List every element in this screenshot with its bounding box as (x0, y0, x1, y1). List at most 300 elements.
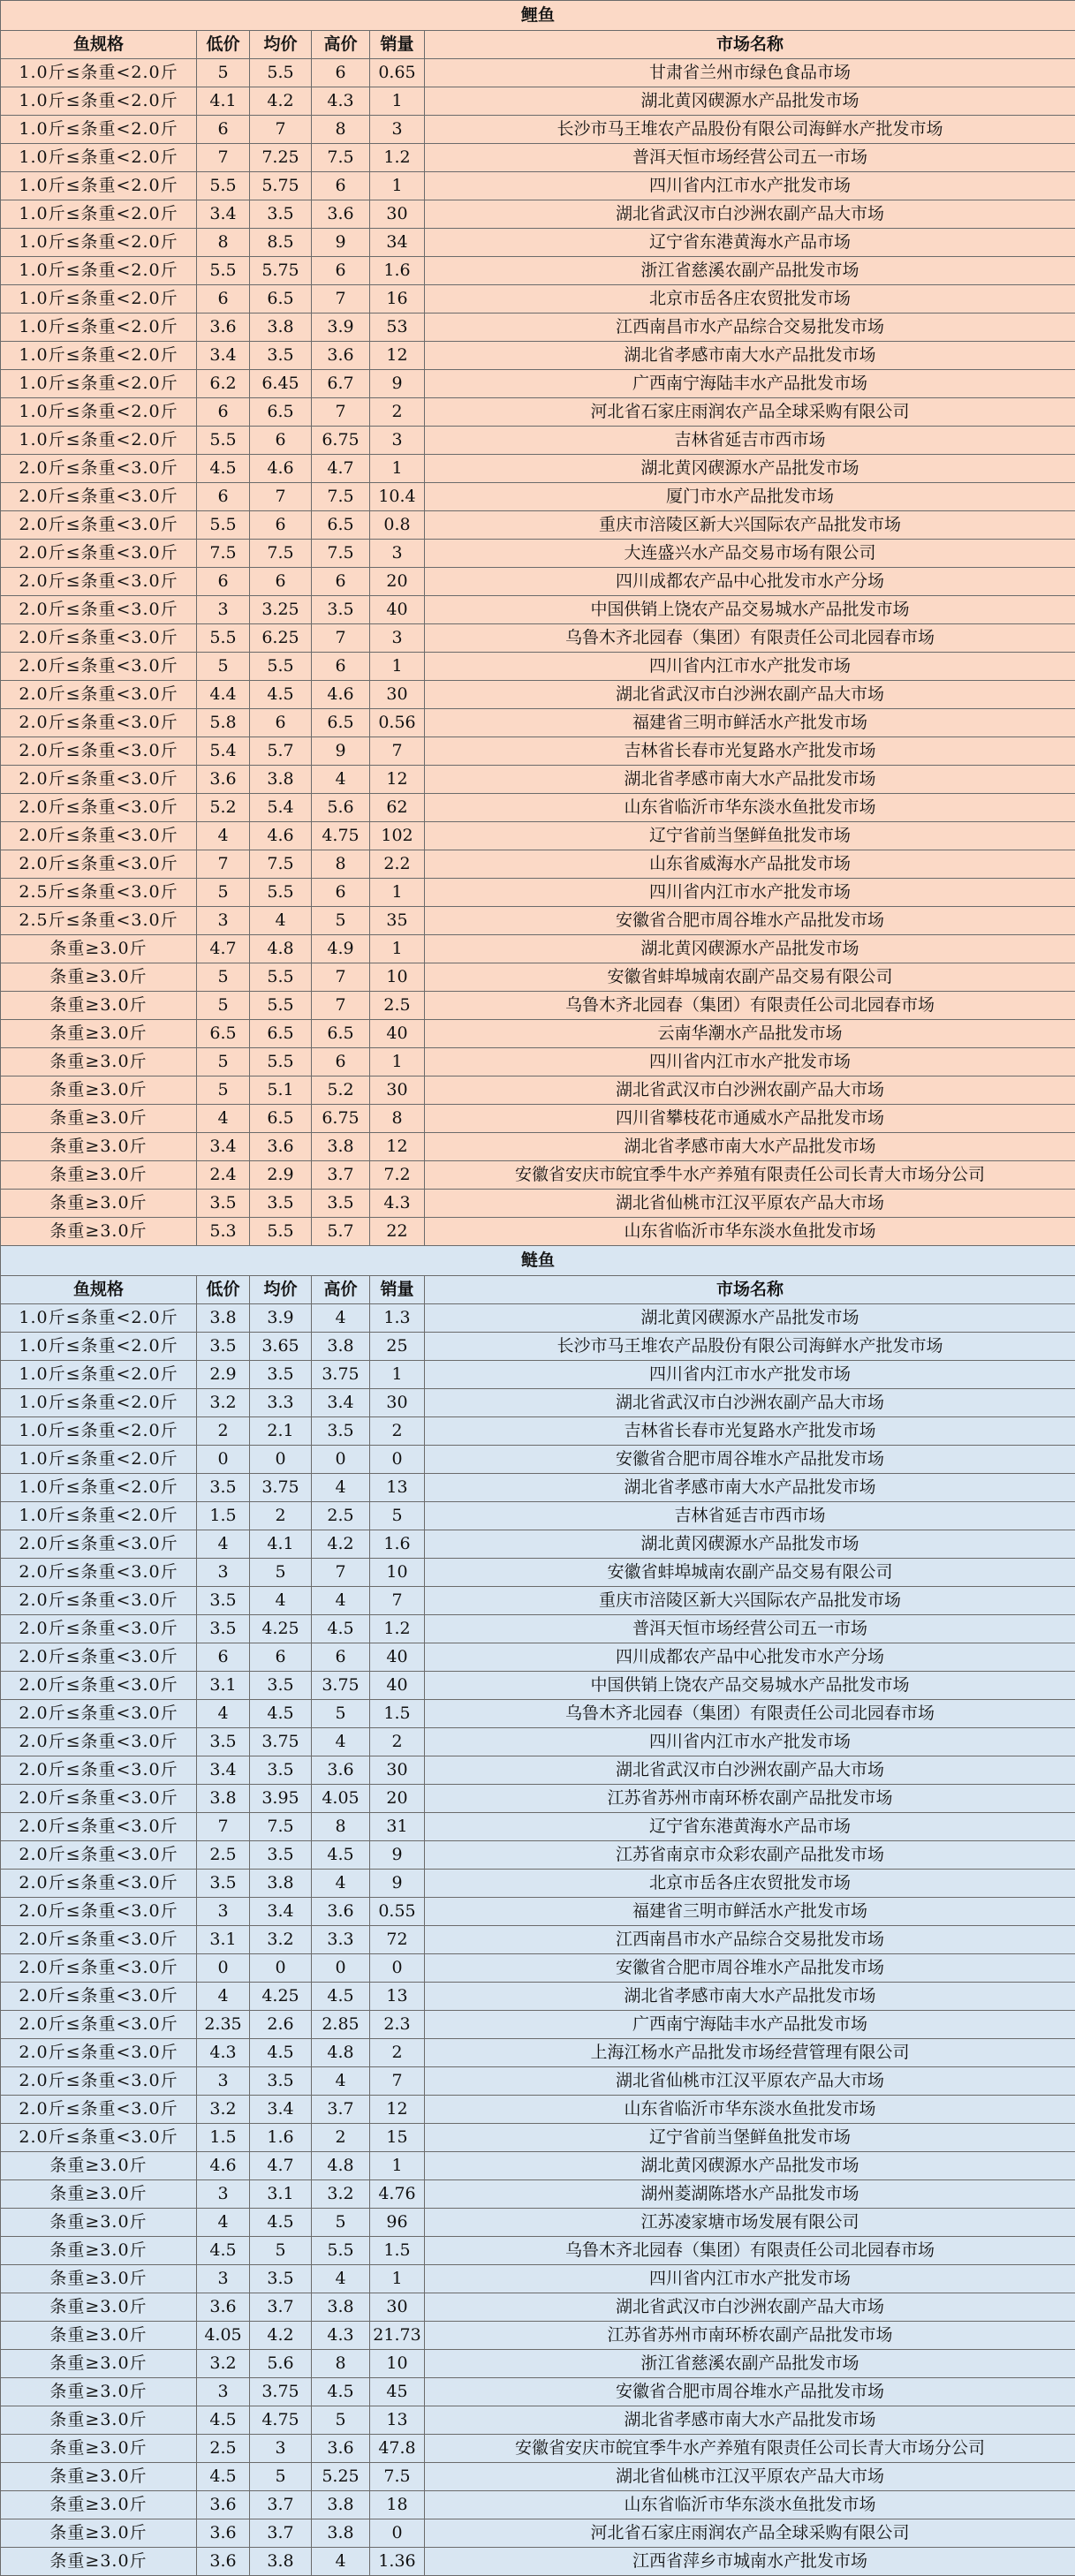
cell-high: 5.5 (312, 2237, 370, 2265)
cell-spec: 2.0斤≤条重<3.0斤 (1, 822, 197, 850)
cell-high: 4.05 (312, 1785, 370, 1813)
cell-volume: 12 (370, 766, 425, 794)
cell-avg: 3.2 (250, 1926, 312, 1954)
cell-spec: 条重≥3.0斤 (1, 2435, 197, 2463)
table-row (1, 483, 1075, 511)
cell-spec: 2.0斤≤条重<3.0斤 (1, 1926, 197, 1954)
cell-market: 湖北省孝感市南大水产品批发市场 (425, 1474, 1075, 1502)
cell-avg: 0 (250, 1446, 312, 1474)
cell-avg: 5.5 (250, 653, 312, 681)
cell-market: 四川省内江市水产批发市场 (425, 172, 1075, 200)
table-row (1, 2124, 1075, 2152)
cell-low: 3.6 (197, 2491, 250, 2519)
cell-spec: 2.0斤≤条重<3.0斤 (1, 455, 197, 483)
cell-market: 四川省内江市水产批发市场 (425, 879, 1075, 907)
cell-high: 5 (312, 1700, 370, 1728)
cell-high: 4.3 (312, 2322, 370, 2350)
cell-low: 2 (197, 1417, 250, 1446)
cell-market: 湖北省孝感市南大水产品批发市场 (425, 2406, 1075, 2435)
cell-volume: 2 (370, 2039, 425, 2067)
cell-market: 吉林省长春市光复路水产批发市场 (425, 1417, 1075, 1446)
cell-volume: 62 (370, 794, 425, 822)
section-title-row (1, 1246, 1075, 1276)
cell-low: 4.5 (197, 2463, 250, 2491)
cell-spec: 2.0斤≤条重<3.0斤 (1, 1728, 197, 1756)
section-title-carp: 鲤鱼 (1, 1, 1075, 31)
cell-avg: 7.25 (250, 144, 312, 172)
cell-market: 湖北省孝感市南大水产品批发市场 (425, 1983, 1075, 2011)
cell-volume: 30 (370, 681, 425, 709)
cell-high: 3.2 (312, 2180, 370, 2209)
cell-spec: 1.0斤≤条重<2.0斤 (1, 1361, 197, 1389)
cell-avg: 6 (250, 568, 312, 596)
cell-market: 湖北省仙桃市江汉平原农产品大市场 (425, 1190, 1075, 1218)
cell-avg: 4.75 (250, 2406, 312, 2435)
cell-market: 安徽省合肥市周谷堆水产品批发市场 (425, 1954, 1075, 1983)
cell-high: 4 (312, 2265, 370, 2293)
cell-market: 湖北省武汉市白沙洲农副产品大市场 (425, 200, 1075, 229)
cell-volume: 16 (370, 285, 425, 314)
table-row (1, 1559, 1075, 1587)
cell-avg: 4.8 (250, 935, 312, 963)
cell-spec: 2.0斤≤条重<3.0斤 (1, 1672, 197, 1700)
cell-market: 广西南宁海陆丰水产品批发市场 (425, 2011, 1075, 2039)
cell-high: 9 (312, 229, 370, 257)
cell-volume: 0.65 (370, 59, 425, 87)
cell-high: 7.5 (312, 144, 370, 172)
cell-low: 8 (197, 229, 250, 257)
cell-volume: 1.2 (370, 144, 425, 172)
cell-market: 湖北黄冈碶源水产品批发市场 (425, 2152, 1075, 2180)
cell-low: 3.8 (197, 1785, 250, 1813)
cell-high: 7 (312, 285, 370, 314)
cell-volume: 1 (370, 935, 425, 963)
cell-avg: 6.5 (250, 1020, 312, 1048)
cell-spec: 2.0斤≤条重<3.0斤 (1, 540, 197, 568)
cell-high: 5 (312, 907, 370, 935)
cell-high: 8 (312, 2350, 370, 2378)
col-header-market: 市场名称 (425, 1276, 1075, 1304)
cell-volume: 10 (370, 2350, 425, 2378)
table-row (1, 2096, 1075, 2124)
cell-volume: 1 (370, 653, 425, 681)
cell-market: 湖北黄冈碶源水产品批发市场 (425, 935, 1075, 963)
cell-spec: 2.0斤≤条重<3.0斤 (1, 1615, 197, 1643)
cell-volume: 9 (370, 1870, 425, 1898)
cell-spec: 条重≥3.0斤 (1, 1133, 197, 1161)
cell-market: 江西南昌市水产品综合交易批发市场 (425, 314, 1075, 342)
cell-volume: 53 (370, 314, 425, 342)
cell-volume: 40 (370, 596, 425, 624)
cell-volume: 1 (370, 1361, 425, 1389)
cell-low: 3.6 (197, 2293, 250, 2322)
cell-spec: 条重≥3.0斤 (1, 1218, 197, 1246)
cell-low: 3.1 (197, 1926, 250, 1954)
cell-high: 4 (312, 1474, 370, 1502)
cell-high: 4.3 (312, 87, 370, 116)
cell-low: 3.5 (197, 1190, 250, 1218)
cell-avg: 3.8 (250, 2548, 312, 2576)
table-row (1, 681, 1075, 709)
cell-high: 2 (312, 2124, 370, 2152)
cell-volume: 0.56 (370, 709, 425, 737)
cell-market: 湖北省武汉市白沙洲农副产品大市场 (425, 1076, 1075, 1105)
cell-low: 3.5 (197, 1333, 250, 1361)
cell-market: 湖北省武汉市白沙洲农副产品大市场 (425, 1389, 1075, 1417)
cell-low: 2.5 (197, 2435, 250, 2463)
cell-volume: 2.2 (370, 850, 425, 879)
cell-high: 4.8 (312, 2039, 370, 2067)
cell-high: 6 (312, 1643, 370, 1672)
cell-avg: 3.95 (250, 1785, 312, 1813)
cell-avg: 3.75 (250, 1728, 312, 1756)
cell-avg: 3 (250, 2435, 312, 2463)
cell-volume: 25 (370, 1333, 425, 1361)
table-row (1, 200, 1075, 229)
cell-market: 江苏省苏州市南环桥农副产品批发市场 (425, 2322, 1075, 2350)
cell-low: 3.4 (197, 1133, 250, 1161)
table-row (1, 1813, 1075, 1841)
cell-low: 3.5 (197, 1615, 250, 1643)
table-row (1, 2237, 1075, 2265)
cell-volume: 0.55 (370, 1898, 425, 1926)
cell-spec: 2.0斤≤条重<3.0斤 (1, 2096, 197, 2124)
table-row (1, 2519, 1075, 2548)
cell-volume: 7 (370, 2067, 425, 2096)
cell-spec: 1.0斤≤条重<2.0斤 (1, 398, 197, 427)
cell-market: 湖北黄冈碶源水产品批发市场 (425, 455, 1075, 483)
cell-market: 安徽省安庆市皖宜季牛水产养殖有限责任公司长青大市场分公司 (425, 1161, 1075, 1190)
cell-high: 3.5 (312, 1190, 370, 1218)
cell-avg: 5.5 (250, 1218, 312, 1246)
cell-market: 普洱天恒市场经营公司五一市场 (425, 1615, 1075, 1643)
cell-volume: 0.8 (370, 511, 425, 540)
cell-volume: 1 (370, 87, 425, 116)
cell-high: 3.6 (312, 342, 370, 370)
cell-low: 4.5 (197, 2406, 250, 2435)
cell-market: 湖北省孝感市南大水产品批发市场 (425, 766, 1075, 794)
cell-high: 5.6 (312, 794, 370, 822)
cell-market: 安徽省合肥市周谷堆水产品批发市场 (425, 2378, 1075, 2406)
cell-avg: 4.5 (250, 2039, 312, 2067)
cell-spec: 2.0斤≤条重<3.0斤 (1, 1587, 197, 1615)
cell-low: 6 (197, 1643, 250, 1672)
table-row (1, 568, 1075, 596)
cell-avg: 4 (250, 1587, 312, 1615)
cell-market: 湖北省孝感市南大水产品批发市场 (425, 342, 1075, 370)
cell-avg: 6 (250, 1643, 312, 1672)
cell-high: 0 (312, 1446, 370, 1474)
cell-market: 湖北黄冈碶源水产品批发市场 (425, 1530, 1075, 1559)
table-row (1, 1218, 1075, 1246)
cell-volume: 9 (370, 1841, 425, 1870)
cell-low: 4.5 (197, 455, 250, 483)
cell-avg: 6.5 (250, 1105, 312, 1133)
col-header-volume: 销量 (370, 31, 425, 59)
table-row (1, 850, 1075, 879)
table-row (1, 144, 1075, 172)
cell-volume: 1 (370, 879, 425, 907)
cell-high: 4.6 (312, 681, 370, 709)
cell-low: 4.4 (197, 681, 250, 709)
cell-spec: 1.0斤≤条重<2.0斤 (1, 1304, 197, 1333)
section-title-row (1, 1, 1075, 31)
cell-low: 3.2 (197, 2350, 250, 2378)
table-row (1, 2491, 1075, 2519)
cell-spec: 条重≥3.0斤 (1, 2322, 197, 2350)
cell-low: 7 (197, 1813, 250, 1841)
cell-avg: 4.6 (250, 455, 312, 483)
cell-high: 3.8 (312, 2519, 370, 2548)
cell-market: 吉林省长春市光复路水产批发市场 (425, 737, 1075, 766)
cell-high: 3.6 (312, 2435, 370, 2463)
cell-volume: 47.8 (370, 2435, 425, 2463)
cell-low: 4.6 (197, 2152, 250, 2180)
cell-volume: 1.5 (370, 2237, 425, 2265)
cell-avg: 3.5 (250, 342, 312, 370)
cell-market: 山东省临沂市华东淡水鱼批发市场 (425, 2491, 1075, 2519)
cell-high: 6 (312, 257, 370, 285)
table-row (1, 2463, 1075, 2491)
cell-spec: 2.0斤≤条重<3.0斤 (1, 1756, 197, 1785)
cell-market: 北京市岳各庄农贸批发市场 (425, 1870, 1075, 1898)
cell-low: 1.5 (197, 1502, 250, 1530)
cell-avg: 4.1 (250, 1530, 312, 1559)
cell-spec: 条重≥3.0斤 (1, 1020, 197, 1048)
table-row (1, 1076, 1075, 1105)
col-header-spec: 鱼规格 (1, 1276, 197, 1304)
cell-spec: 条重≥3.0斤 (1, 2491, 197, 2519)
cell-avg: 1.6 (250, 2124, 312, 2152)
cell-spec: 条重≥3.0斤 (1, 935, 197, 963)
cell-low: 5.5 (197, 257, 250, 285)
table-row (1, 907, 1075, 935)
table-row (1, 1615, 1075, 1643)
cell-avg: 5 (250, 2463, 312, 2491)
cell-volume: 13 (370, 1474, 425, 1502)
cell-high: 4.5 (312, 1615, 370, 1643)
table-row (1, 2350, 1075, 2378)
cell-volume: 2 (370, 398, 425, 427)
cell-volume: 12 (370, 342, 425, 370)
cell-low: 2.4 (197, 1161, 250, 1190)
cell-market: 湖北省武汉市白沙洲农副产品大市场 (425, 1756, 1075, 1785)
cell-low: 3.6 (197, 2548, 250, 2576)
cell-market: 湖北省仙桃市江汉平原农产品大市场 (425, 2067, 1075, 2096)
cell-avg: 3.7 (250, 2491, 312, 2519)
cell-market: 上海江杨水产品批发市场经营管理有限公司 (425, 2039, 1075, 2067)
cell-volume: 18 (370, 2491, 425, 2519)
cell-spec: 2.0斤≤条重<3.0斤 (1, 511, 197, 540)
table-row (1, 766, 1075, 794)
cell-high: 6 (312, 879, 370, 907)
cell-low: 2.35 (197, 2011, 250, 2039)
cell-market: 山东省临沂市华东淡水鱼批发市场 (425, 2096, 1075, 2124)
cell-market: 安徽省合肥市周谷堆水产品批发市场 (425, 907, 1075, 935)
cell-spec: 2.0斤≤条重<3.0斤 (1, 2011, 197, 2039)
table-row (1, 1446, 1075, 1474)
carp-section (1, 1, 1075, 1246)
cell-spec: 条重≥3.0斤 (1, 2548, 197, 2576)
cell-low: 7 (197, 850, 250, 879)
cell-avg: 3.5 (250, 1190, 312, 1218)
cell-high: 7 (312, 992, 370, 1020)
cell-market: 四川省内江市水产批发市场 (425, 2265, 1075, 2293)
table-row (1, 1785, 1075, 1813)
cell-volume: 30 (370, 1076, 425, 1105)
cell-spec: 1.0斤≤条重<2.0斤 (1, 285, 197, 314)
cell-high: 6.75 (312, 1105, 370, 1133)
cell-high: 3.8 (312, 1133, 370, 1161)
cell-avg: 3.5 (250, 1672, 312, 1700)
cell-market: 四川成都农产品中心批发市水产分场 (425, 1643, 1075, 1672)
table-row (1, 2548, 1075, 2576)
table-row (1, 1020, 1075, 1048)
cell-spec: 2.0斤≤条重<3.0斤 (1, 850, 197, 879)
table-row (1, 1587, 1075, 1615)
col-header-high: 高价 (312, 1276, 370, 1304)
cell-avg: 5.5 (250, 992, 312, 1020)
table-row (1, 2039, 1075, 2067)
table-row (1, 257, 1075, 285)
cell-avg: 3.5 (250, 1361, 312, 1389)
cell-market: 浙江省慈溪农副产品批发市场 (425, 2350, 1075, 2378)
cell-high: 6.5 (312, 511, 370, 540)
cell-market: 山东省临沂市华东淡水鱼批发市场 (425, 794, 1075, 822)
cell-high: 5 (312, 2406, 370, 2435)
cell-high: 6.5 (312, 709, 370, 737)
cell-market: 辽宁省东港黄海水产品市场 (425, 229, 1075, 257)
cell-avg: 3.75 (250, 2378, 312, 2406)
cell-market: 山东省威海水产品批发市场 (425, 850, 1075, 879)
cell-market: 湖北黄冈碶源水产品批发市场 (425, 1304, 1075, 1333)
cell-low: 3 (197, 2067, 250, 2096)
cell-volume: 72 (370, 1926, 425, 1954)
cell-market: 厦门市水产品批发市场 (425, 483, 1075, 511)
cell-spec: 2.0斤≤条重<3.0斤 (1, 2067, 197, 2096)
cell-volume: 40 (370, 1672, 425, 1700)
cell-high: 7 (312, 398, 370, 427)
cell-spec: 条重≥3.0斤 (1, 2463, 197, 2491)
cell-market: 中国供销上饶农产品交易城水产品批发市场 (425, 596, 1075, 624)
cell-avg: 3.8 (250, 1870, 312, 1898)
cell-market: 湖北省孝感市南大水产品批发市场 (425, 1133, 1075, 1161)
cell-spec: 1.0斤≤条重<2.0斤 (1, 1446, 197, 1474)
cell-high: 7 (312, 1559, 370, 1587)
cell-volume: 5 (370, 1502, 425, 1530)
cell-volume: 0 (370, 2519, 425, 2548)
cell-volume: 7 (370, 1587, 425, 1615)
cell-high: 7 (312, 963, 370, 992)
table-row (1, 285, 1075, 314)
cell-high: 2.85 (312, 2011, 370, 2039)
cell-volume: 96 (370, 2209, 425, 2237)
cell-low: 4 (197, 2209, 250, 2237)
cell-high: 3.5 (312, 596, 370, 624)
cell-low: 7.5 (197, 540, 250, 568)
cell-market: 湖北省武汉市白沙洲农副产品大市场 (425, 2293, 1075, 2322)
cell-high: 6 (312, 59, 370, 87)
cell-market: 辽宁省前当堡鲜鱼批发市场 (425, 822, 1075, 850)
table-row (1, 2378, 1075, 2406)
cell-high: 3.8 (312, 2491, 370, 2519)
table-row (1, 879, 1075, 907)
cell-low: 5.5 (197, 427, 250, 455)
cell-avg: 3.4 (250, 1898, 312, 1926)
cell-volume: 40 (370, 1643, 425, 1672)
table-row (1, 87, 1075, 116)
cell-volume: 3 (370, 116, 425, 144)
cell-spec: 2.0斤≤条重<3.0斤 (1, 1559, 197, 1587)
cell-low: 4.3 (197, 2039, 250, 2067)
table-row (1, 1700, 1075, 1728)
cell-volume: 9 (370, 370, 425, 398)
cell-spec: 2.0斤≤条重<3.0斤 (1, 653, 197, 681)
cell-spec: 1.0斤≤条重<2.0斤 (1, 314, 197, 342)
cell-low: 6.2 (197, 370, 250, 398)
cell-avg: 4.7 (250, 2152, 312, 2180)
cell-low: 3.5 (197, 1474, 250, 1502)
cell-high: 3.7 (312, 2096, 370, 2124)
cell-market: 湖州菱湖陈塔水产品批发市场 (425, 2180, 1075, 2209)
cell-high: 7.5 (312, 483, 370, 511)
cell-avg: 7.5 (250, 540, 312, 568)
cell-spec: 2.0斤≤条重<3.0斤 (1, 1983, 197, 2011)
cell-volume: 31 (370, 1813, 425, 1841)
cell-volume: 1.5 (370, 1700, 425, 1728)
col-header-high: 高价 (312, 31, 370, 59)
cell-high: 3.7 (312, 1161, 370, 1190)
cell-market: 重庆市涪陵区新大兴国际农产品批发市场 (425, 511, 1075, 540)
cell-spec: 1.0斤≤条重<2.0斤 (1, 144, 197, 172)
table-row (1, 1841, 1075, 1870)
cell-low: 5 (197, 653, 250, 681)
cell-volume: 30 (370, 1389, 425, 1417)
cell-high: 5.25 (312, 2463, 370, 2491)
cell-market: 安徽省合肥市周谷堆水产品批发市场 (425, 1446, 1075, 1474)
cell-spec: 1.0斤≤条重<2.0斤 (1, 1333, 197, 1361)
cell-high: 3.9 (312, 314, 370, 342)
cell-avg: 4.5 (250, 681, 312, 709)
table-row (1, 737, 1075, 766)
cell-high: 4 (312, 2548, 370, 2576)
cell-spec: 1.0斤≤条重<2.0斤 (1, 342, 197, 370)
cell-low: 3.5 (197, 1587, 250, 1615)
cell-avg: 4.25 (250, 1983, 312, 2011)
cell-spec: 2.0斤≤条重<3.0斤 (1, 1530, 197, 1559)
cell-avg: 3.9 (250, 1304, 312, 1333)
cell-market: 吉林省延吉市西市场 (425, 1502, 1075, 1530)
cell-avg: 2.6 (250, 2011, 312, 2039)
cell-market: 普洱天恒市场经营公司五一市场 (425, 144, 1075, 172)
cell-low: 3.2 (197, 1389, 250, 1417)
cell-high: 3.6 (312, 200, 370, 229)
cell-spec: 2.0斤≤条重<3.0斤 (1, 1870, 197, 1898)
cell-avg: 4.5 (250, 2209, 312, 2237)
cell-low: 3.8 (197, 1304, 250, 1333)
cell-spec: 条重≥3.0斤 (1, 963, 197, 992)
cell-low: 6 (197, 568, 250, 596)
cell-market: 江苏省南京市众彩农副产品批发市场 (425, 1841, 1075, 1870)
table-row (1, 1728, 1075, 1756)
cell-spec: 2.0斤≤条重<3.0斤 (1, 737, 197, 766)
cell-high: 4 (312, 1587, 370, 1615)
cell-high: 4.5 (312, 2378, 370, 2406)
cell-avg: 5.75 (250, 172, 312, 200)
cell-low: 3 (197, 2378, 250, 2406)
cell-high: 3.6 (312, 1756, 370, 1785)
cell-volume: 35 (370, 907, 425, 935)
